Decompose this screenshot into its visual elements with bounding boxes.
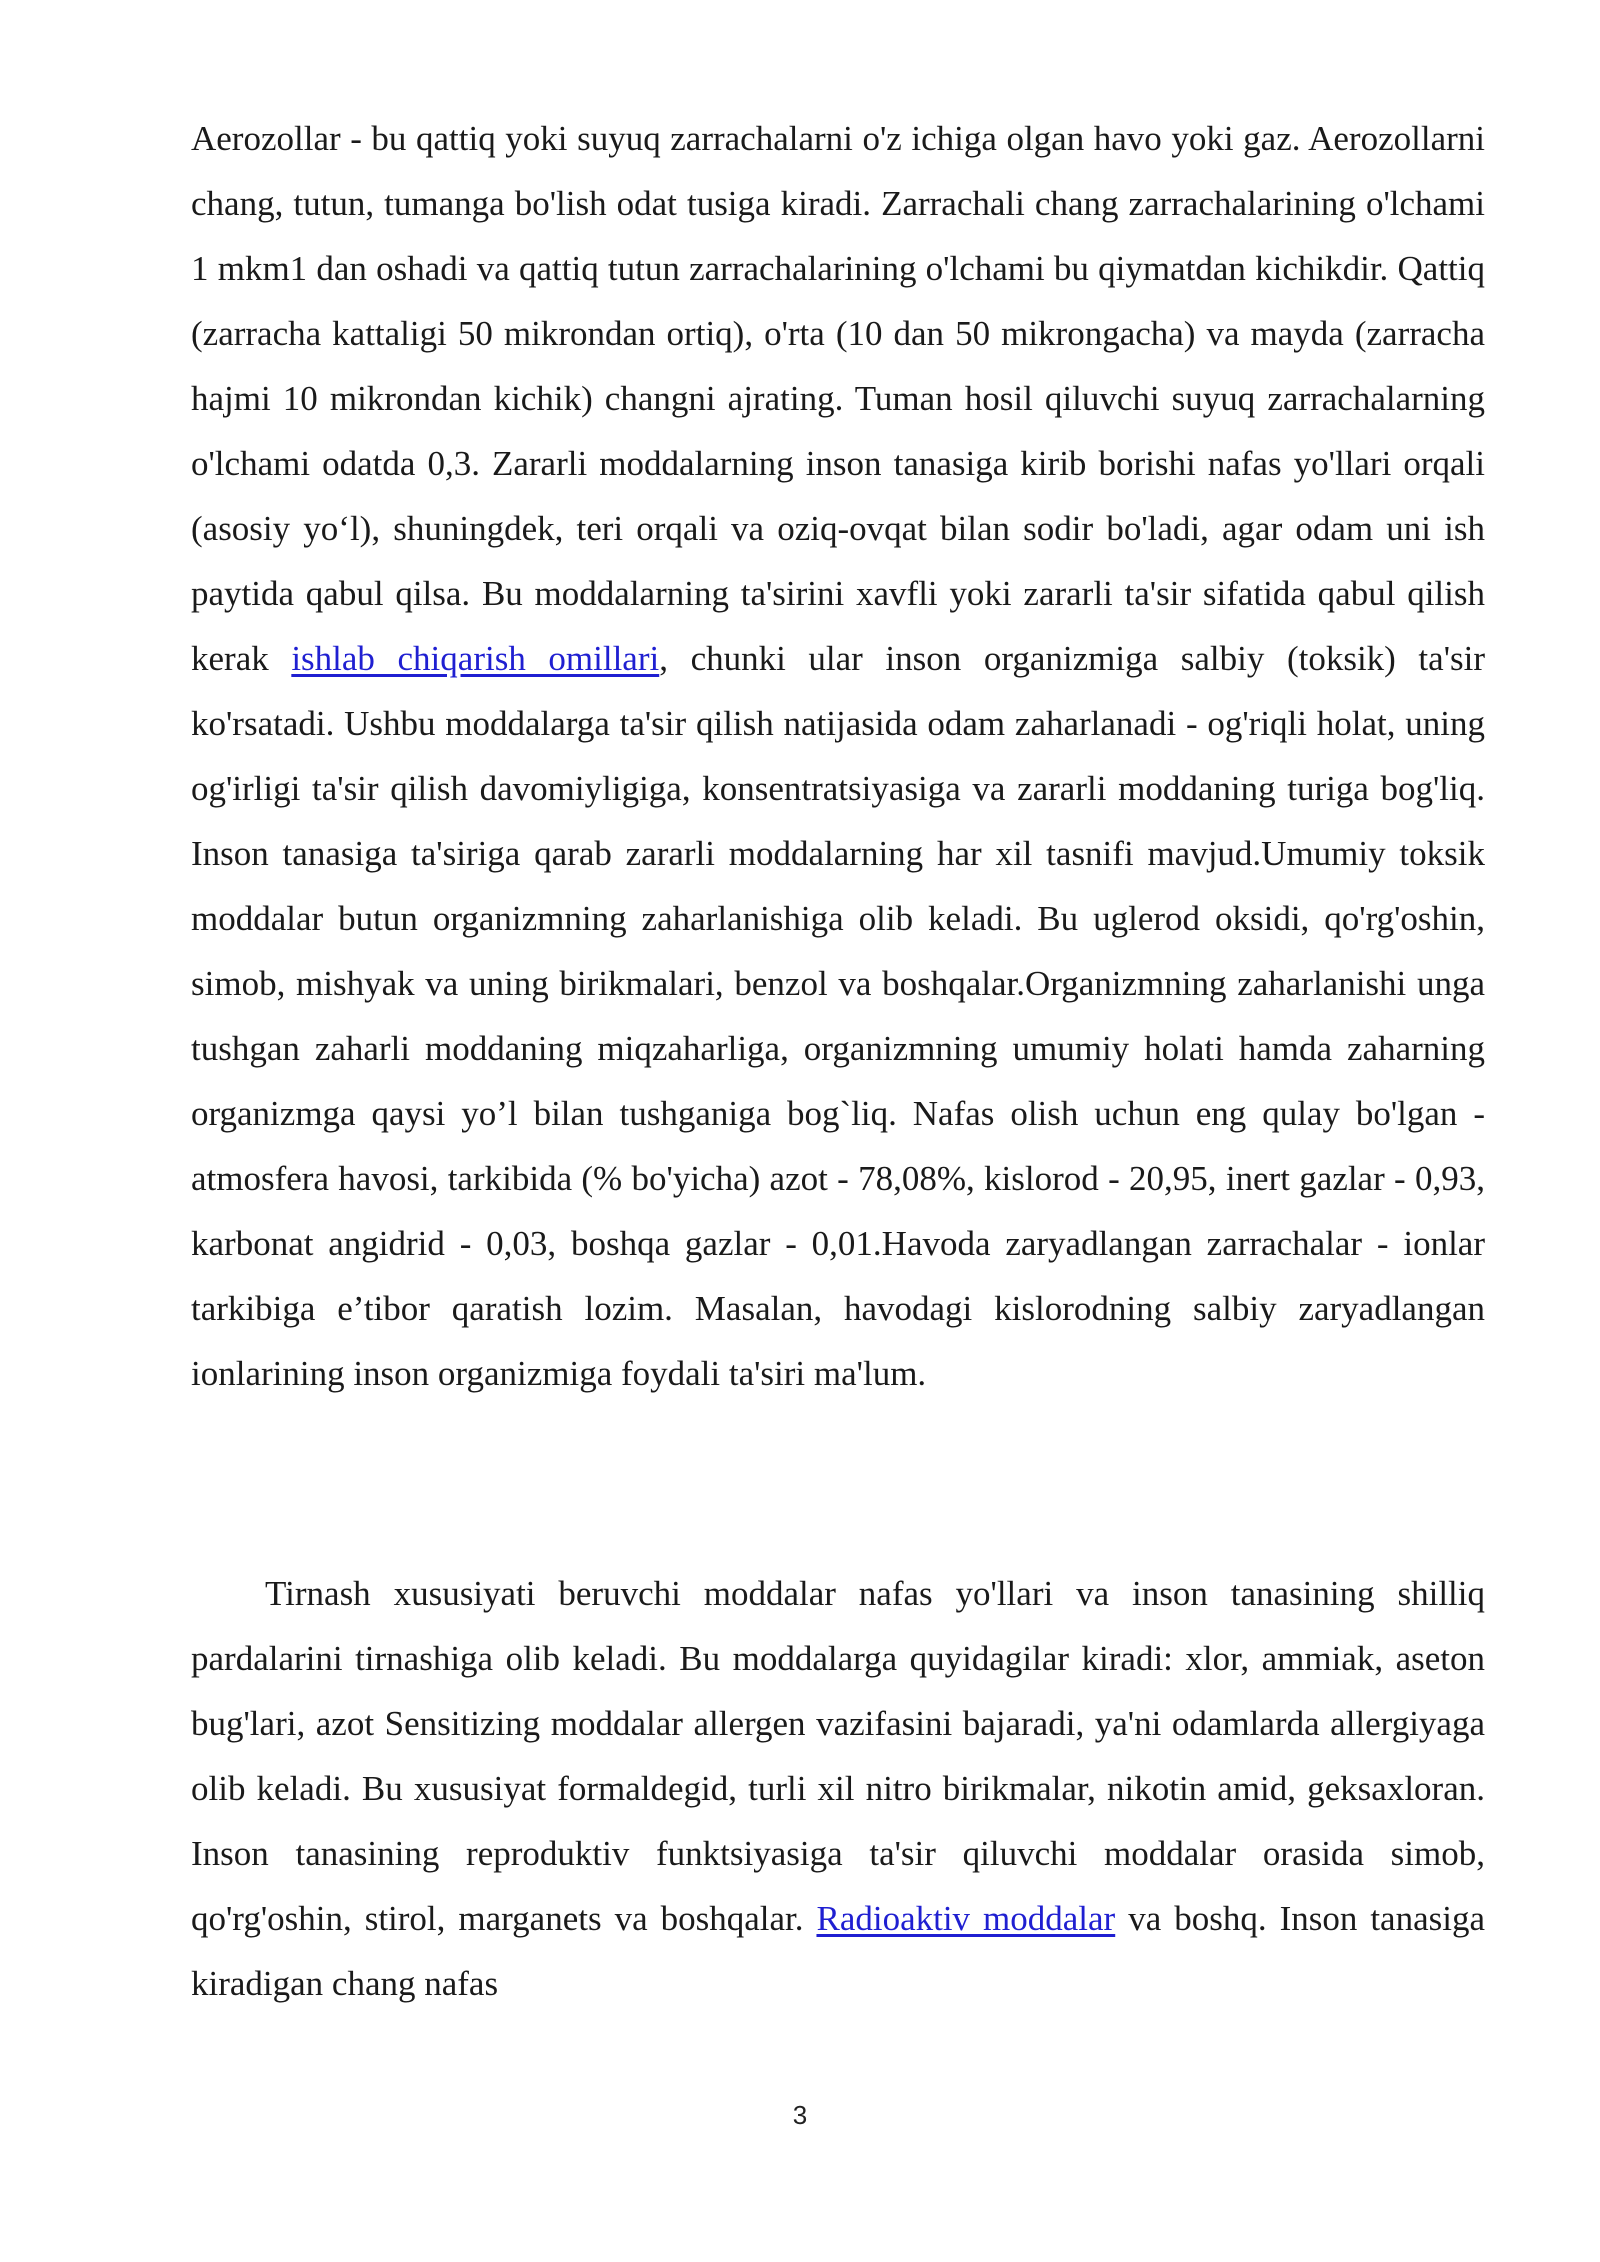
link-ishlab-chiqarish-omillari[interactable]: ishlab chiqarish omillari: [291, 639, 660, 678]
paragraph-aerosols-text-end: , chunki ular inson organizmiga salbiy (toksik) ta'sir ko'rsatadi. Ushbu moddalarga ta'sir qilish natijasida odam zaharlanadi - og'riqli holat, uning og'irligi ta'sir qilish davomiyligiga, konsentratsiyasiga va zararli moddaning turiga bog'liq. Inson tanasiga ta'siriga qarab zararli moddalarning har xil tasnifi mavjud.Umumiy toksik moddalar butun organizmning zaharlanishiga olib keladi. Bu uglerod oksidi, qo'rg'oshin, simob, mishyak va uning birikmalari, benzol va boshqalar.Organizmning zaharlanishi unga tushgan zaharli moddaning miqzaharliga, organizmning umumiy holati hamda zaharning organizmga qaysi yo’l bilan tushganiga bog`liq. Nafas olish uchun eng qulay bo'lgan - atmosfera havosi, tarkibida (% bo'yicha) azot - 78,08%, kislorod - 20,95, inert gazlar - 0,93, karbonat angidrid - 0,03, boshqa gazlar - 0,01.Havoda zaryadlangan zarrachalar - ionlar tarkibiga e’tibor qaratish lozim. Masalan, havodagi kislorodning salbiy zaryadlangan ionlarining inson organizmiga foydali ta'siri ma'lum.: [191, 639, 1485, 1393]
link-radioaktiv-moddalar[interactable]: Radioaktiv moddalar: [816, 1899, 1116, 1938]
paragraph-irritants: [191, 1561, 1486, 2003]
paragraph-irritants-text-start: Tirnash xususiyati beruvchi moddalar nafas yo'llari va inson tanasining shilliq pardalarini tirnashiga olib keladi. Bu moddalarga quyidagilar kiradi: xlor, ammiak, aseton bug'lari, azot Sensitizing moddalar allergen vazifasini bajaradi, ya'ni odamlarda allergiyaga olib keladi. Bu xususiyat formaldegid, turli xil nitro birikmalar, nikotin amid, geksaxloran. Inson tanasining reproduktiv funktsiyasiga ta'sir qiluvchi moddalar orasida simob, qo'rg'oshin, stirol, marganets va boshqalar.: [191, 1574, 1485, 1938]
paragraph-aerosols-text-start: Aerozollar - bu qattiq yoki suyuq zarrachalarni o'z ichiga olgan havo yoki gaz. Aerozollarni chang, tutun, tumanga bo'lish odat tusiga kiradi. Zarrachali chang zarrachalarining o'lchami 1 mkm1 dan oshadi va qattiq tutun zarrachalarining o'lchami bu qiymatdan kichikdir. Qattiq (zarracha kattaligi 50 mikrondan ortiq), o'rta (10 dan 50 mikrongacha) va mayda (zarracha hajmi 10 mikrondan kichik) changni ajrating. Tuman hosil qiluvchi suyuq zarrachalarning o'lchami odatda 0,3. Zararli moddalarning inson tanasiga kirib borishi nafas yo'llari orqali (asosiy yo‘l), shuningdek, teri orqali va oziq-ovqat bilan sodir bo'ladi, agar odam uni ish paytida qabul qilsa. Bu moddalarning ta'sirini xavfli yoki zararli ta'sir sifatida qabul qilish kerak: [191, 119, 1485, 678]
paragraph-irritants-text-end: va boshq. Inson tanasiga kiradigan chang nafas: [191, 1899, 1486, 2003]
page-number: 3: [792, 2100, 808, 2130]
paragraph-aerosols: [191, 106, 1485, 1406]
